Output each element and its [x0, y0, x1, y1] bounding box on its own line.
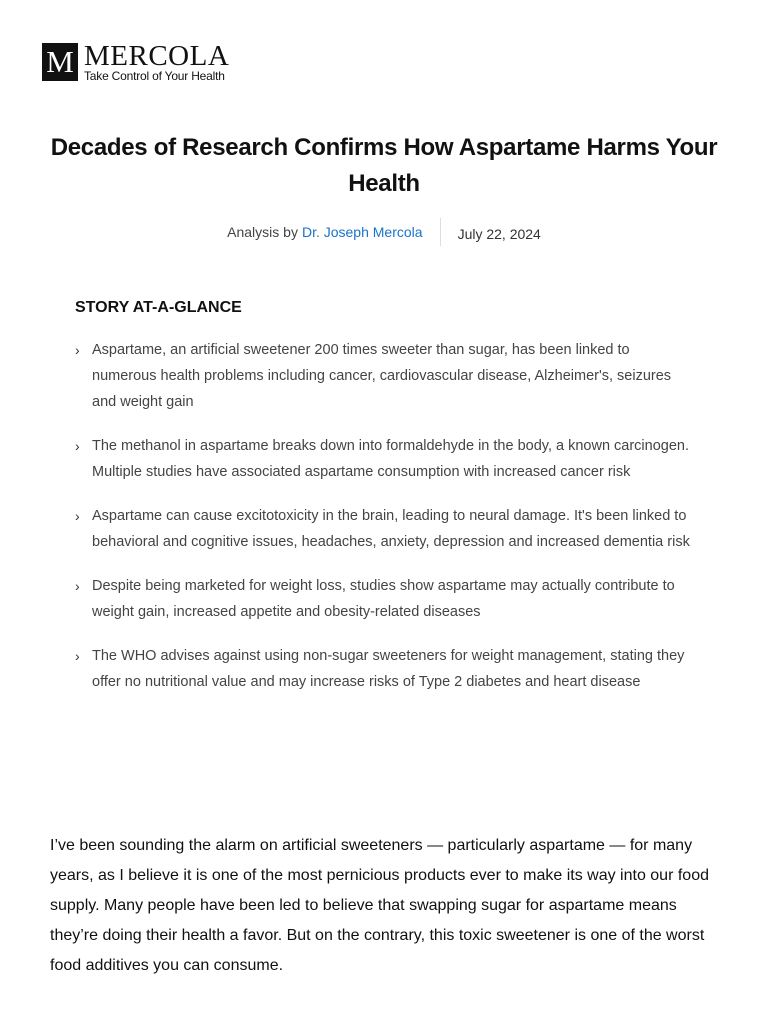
- logo-brand: MERCOLA: [84, 40, 230, 72]
- article-body-paragraph: I’ve been sounding the alarm on artificial sweeteners — particularly aspartame — for many years, as I believe it is one of the most pernicious products ever to make its way into our food supply. Many people have been led to believe that swapping sugar for aspartame means they’re doing their health a favor. But on the contrary, this toxic sweetener is one of the worst food additives you can consume.: [50, 837, 709, 974]
- glance-heading: STORY AT-A-GLANCE: [75, 299, 242, 316]
- mercola-logo[interactable]: [42, 40, 230, 83]
- chevron-right-icon: ›: [75, 648, 80, 664]
- byline-divider: [440, 218, 441, 246]
- chevron-right-icon: ›: [75, 342, 80, 358]
- logo-text: [84, 40, 230, 83]
- article-title: Decades of Research Confirms How Aspartame Harms Your Health: [50, 134, 718, 197]
- glance-item-text: Aspartame, an artificial sweetener 200 times sweeter than sugar, has been linked to numerous health problems including cancer, cardiovascular disease, Alzheimer's, seizures and weight gain: [92, 342, 672, 410]
- glance-list: [75, 337, 695, 695]
- chevron-right-icon: ›: [75, 508, 80, 524]
- publish-date: July 22, 2024: [457, 225, 541, 242]
- glance-item-text: Despite being marketed for weight loss, studies show aspartame may actually contribute to weight gain, increased appetite and obesity-related diseases: [92, 578, 675, 620]
- glance-item-text: The methanol in aspartame breaks down into formaldehyde in the body, a known carcinogen. Multiple studies have associated aspartame consumption with increased cancer risk: [92, 438, 689, 480]
- logo-mark-icon: M: [42, 43, 78, 81]
- list-item: [75, 433, 695, 485]
- list-item: [75, 503, 695, 555]
- logo-tagline: Take Control of Your Health: [84, 69, 225, 83]
- byline: [0, 218, 768, 246]
- author-link[interactable]: Dr. Joseph Mercola: [301, 224, 423, 240]
- list-item: [75, 337, 695, 415]
- chevron-right-icon: ›: [75, 578, 80, 594]
- story-at-a-glance: [75, 297, 695, 713]
- chevron-right-icon: ›: [75, 438, 80, 454]
- glance-item-text: Aspartame can cause excitotoxicity in the brain, leading to neural damage. It's been linked to behavioral and cognitive issues, headaches, anxiety, depression and increased dementia risk: [92, 508, 690, 550]
- list-item: [75, 573, 695, 625]
- list-item: [75, 643, 695, 695]
- glance-item-text: The WHO advises against using non-sugar sweeteners for weight management, stating they offer no nutritional value and may increase risks of Type 2 diabetes and heart disease: [92, 648, 685, 690]
- byline-prefix: Analysis by: [227, 224, 298, 240]
